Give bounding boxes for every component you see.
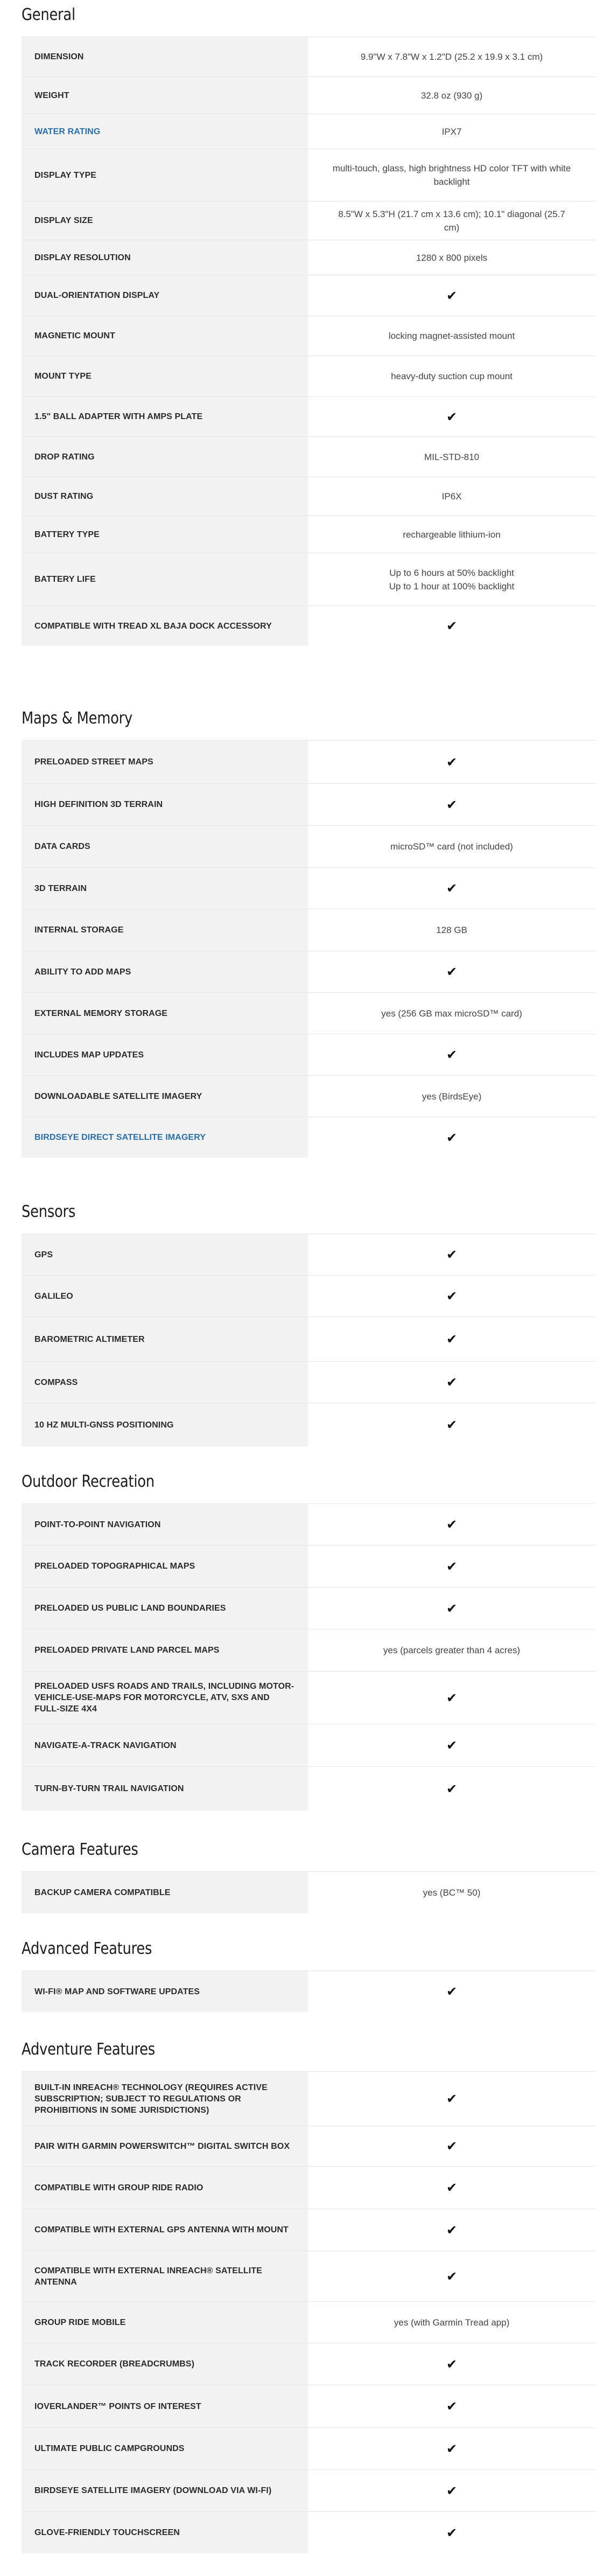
spec-value-cell bbox=[308, 2511, 595, 2553]
spec-row bbox=[22, 2166, 595, 2209]
spec-row bbox=[22, 275, 595, 316]
spec-value-cell bbox=[308, 2301, 595, 2343]
spec-label: ABILITY TO ADD MAPS bbox=[34, 967, 131, 977]
spec-value-cell bbox=[308, 740, 595, 783]
spec-value: locking magnet-assisted mount bbox=[388, 331, 515, 341]
spec-label: BAROMETRIC ALTIMETER bbox=[34, 1334, 145, 1344]
spec-label-cell bbox=[22, 2251, 308, 2301]
spec-label: DOWNLOADABLE SATELLITE IMAGERY bbox=[34, 1091, 202, 1101]
spec-row bbox=[22, 316, 595, 356]
spec-value-cell bbox=[308, 114, 595, 149]
spec-value-cell bbox=[308, 605, 595, 646]
spec-label-cell bbox=[22, 316, 308, 356]
spec-value: rechargeable lithium-ion bbox=[403, 529, 501, 540]
spec-label-cell bbox=[22, 2301, 308, 2343]
spec-row bbox=[22, 951, 595, 992]
spec-value: 1280 x 800 pixels bbox=[416, 252, 488, 263]
spec-value-cell bbox=[308, 825, 595, 867]
spec-value-cell bbox=[308, 516, 595, 553]
spec-label-cell bbox=[22, 2343, 308, 2385]
spec-value: IP6X bbox=[441, 491, 462, 502]
spec-label: EXTERNAL MEMORY STORAGE bbox=[34, 1008, 168, 1018]
spec-value-cell bbox=[308, 149, 595, 201]
spec-row bbox=[22, 783, 595, 825]
spec-row bbox=[22, 1671, 595, 1724]
spec-label: INTERNAL STORAGE bbox=[34, 925, 124, 935]
spec-value-cell bbox=[308, 909, 595, 951]
spec-label-cell bbox=[22, 1503, 308, 1545]
checkmark-icon: ✔ bbox=[446, 2222, 458, 2238]
spec-label: COMPATIBLE WITH TREAD XL BAJA DOCK ACCESSORY bbox=[34, 621, 272, 631]
checkmark-icon: ✔ bbox=[446, 1781, 458, 1797]
spec-label: COMPATIBLE WITH EXTERNAL GPS ANTENNA WITH MOUNT bbox=[34, 2225, 289, 2234]
spec-label: BATTERY TYPE bbox=[34, 530, 100, 539]
checkmark-icon: ✔ bbox=[446, 754, 458, 770]
spec-label-cell bbox=[22, 783, 308, 825]
spec-row bbox=[22, 240, 595, 275]
section-title: Sensors bbox=[22, 1202, 76, 1221]
spec-row bbox=[22, 201, 595, 240]
spec-row bbox=[22, 516, 595, 553]
checkmark-icon: ✔ bbox=[446, 2268, 458, 2284]
spec-label-link[interactable]: BIRDSEYE DIRECT SATELLITE IMAGERY bbox=[34, 1133, 206, 1142]
checkmark-icon: ✔ bbox=[446, 1738, 458, 1753]
spec-value-cell bbox=[308, 553, 595, 605]
spec-label: TRACK RECORDER (BREADCRUMBS) bbox=[34, 2359, 195, 2369]
spec-value: multi-touch, glass, high brightness HD color TFT with white backlight bbox=[332, 163, 571, 187]
spec-row bbox=[22, 1503, 595, 1545]
spec-label: BIRDSEYE SATELLITE IMAGERY (DOWNLOAD VIA WI-FI) bbox=[34, 2486, 272, 2495]
section-title: Camera Features bbox=[22, 1840, 138, 1859]
checkmark-icon: ✔ bbox=[446, 2139, 458, 2154]
spec-label-cell bbox=[22, 2071, 308, 2126]
spec-label-cell bbox=[22, 2166, 308, 2209]
spec-value: yes (parcels greater than 4 acres) bbox=[383, 1645, 521, 1655]
spec-label-cell bbox=[22, 1587, 308, 1629]
checkmark-icon: ✔ bbox=[446, 2483, 458, 2498]
spec-label-cell bbox=[22, 1403, 308, 1446]
spec-value: microSD™ card (not included) bbox=[390, 841, 513, 852]
spec-label: PAIR WITH GARMIN POWERSWITCH™ DIGITAL SWITCH BOX bbox=[34, 2141, 290, 2151]
spec-label-cell bbox=[22, 2209, 308, 2251]
spec-label-cell bbox=[22, 825, 308, 867]
spec-row bbox=[22, 1545, 595, 1587]
spec-value: MIL-STD-810 bbox=[424, 451, 480, 462]
spec-value-cell bbox=[308, 2251, 595, 2301]
spec-label: COMPATIBLE WITH EXTERNAL INREACH® SATELLITE ANTENNA bbox=[34, 2266, 262, 2287]
spec-label: PRELOADED STREET MAPS bbox=[34, 757, 153, 767]
spec-row bbox=[22, 1361, 595, 1403]
spec-value-cell bbox=[308, 992, 595, 1034]
spec-row bbox=[22, 992, 595, 1034]
spec-row bbox=[22, 2301, 595, 2343]
spec-value: IPX7 bbox=[441, 126, 462, 137]
spec-label-cell bbox=[22, 1671, 308, 1724]
spec-value-cell bbox=[308, 1034, 595, 1075]
spec-label: DISPLAY SIZE bbox=[34, 216, 93, 225]
spec-label: GLOVE-FRIENDLY TOUCHSCREEN bbox=[34, 2528, 180, 2537]
checkmark-icon: ✔ bbox=[446, 964, 458, 979]
spec-value-cell bbox=[308, 201, 595, 240]
spec-value: yes (256 GB max microSD™ card) bbox=[381, 1008, 522, 1019]
spec-label-cell bbox=[22, 740, 308, 783]
spec-label-cell bbox=[22, 1117, 308, 1158]
spec-label-cell bbox=[22, 909, 308, 951]
spec-label-cell bbox=[22, 2469, 308, 2511]
spec-label: PRELOADED TOPOGRAPHICAL MAPS bbox=[34, 1562, 195, 1571]
spec-label-cell bbox=[22, 356, 308, 396]
spec-value-cell bbox=[308, 2126, 595, 2166]
checkmark-icon: ✔ bbox=[446, 1130, 458, 1145]
spec-row bbox=[22, 396, 595, 436]
spec-value-cell bbox=[308, 316, 595, 356]
section-title: Outdoor Recreation bbox=[22, 1472, 155, 1491]
spec-row bbox=[22, 2469, 595, 2511]
spec-label: GALILEO bbox=[34, 1291, 73, 1301]
spec-value: Up to 6 hours at 50% backlight Up to 1 hour at 100% backlight bbox=[389, 567, 515, 591]
spec-label-cell bbox=[22, 1034, 308, 1075]
spec-label-link[interactable]: WATER RATING bbox=[34, 127, 101, 136]
spec-label: POINT-TO-POINT NAVIGATION bbox=[34, 1520, 161, 1529]
spec-value-cell bbox=[308, 76, 595, 114]
spec-label-cell bbox=[22, 1971, 308, 2012]
spec-label-cell bbox=[22, 516, 308, 553]
spec-row bbox=[22, 1275, 595, 1317]
spec-label-cell bbox=[22, 240, 308, 275]
spec-value-cell bbox=[308, 867, 595, 909]
checkmark-icon: ✔ bbox=[446, 1558, 458, 1574]
spec-value-cell bbox=[308, 1629, 595, 1671]
spec-value-cell bbox=[308, 1724, 595, 1766]
spec-label: BUILT-IN INREACH® TECHNOLOGY (REQUIRES ACTIVE SUBSCRIPTION; SUBJECT TO REGULATIONS OR PROHIBITIONS IN SOME JURISDICTIONS) bbox=[34, 2083, 268, 2115]
spec-row bbox=[22, 1871, 595, 1913]
spec-row bbox=[22, 1234, 595, 1275]
checkmark-icon: ✔ bbox=[446, 797, 458, 812]
checkmark-icon: ✔ bbox=[446, 1332, 458, 1347]
spec-label-cell bbox=[22, 37, 308, 76]
spec-label: HIGH DEFINITION 3D TERRAIN bbox=[34, 800, 163, 809]
spec-label: PRELOADED US PUBLIC LAND BOUNDARIES bbox=[34, 1604, 226, 1613]
checkmark-icon: ✔ bbox=[446, 1289, 458, 1304]
spec-row bbox=[22, 114, 595, 149]
spec-value: 128 GB bbox=[436, 925, 467, 935]
spec-label: 1.5" BALL ADAPTER WITH AMPS PLATE bbox=[34, 412, 203, 421]
checkmark-icon: ✔ bbox=[446, 2180, 458, 2195]
spec-row bbox=[22, 1971, 595, 2012]
spec-value-cell bbox=[308, 1403, 595, 1446]
spec-label: BATTERY LIFE bbox=[34, 575, 96, 584]
spec-value-cell bbox=[308, 1503, 595, 1545]
section-title: Adventure Features bbox=[22, 2040, 155, 2059]
spec-label: DISPLAY TYPE bbox=[34, 170, 97, 180]
spec-label: NAVIGATE-A-TRACK NAVIGATION bbox=[34, 1740, 177, 1750]
spec-row bbox=[22, 2071, 595, 2126]
section-title: General bbox=[22, 5, 75, 24]
spec-label: MAGNETIC MOUNT bbox=[34, 331, 115, 340]
spec-label-cell bbox=[22, 2126, 308, 2166]
spec-label: WEIGHT bbox=[34, 90, 69, 100]
spec-row bbox=[22, 2427, 595, 2469]
spec-row bbox=[22, 1629, 595, 1671]
spec-row bbox=[22, 1587, 595, 1629]
spec-label: PRELOADED USFS ROADS AND TRAILS, INCLUDING MOTOR-VEHICLE-USE-MAPS FOR MOTORCYCLE, ATV, SXS AND FULL-SIZE 4X4 bbox=[34, 1682, 295, 1714]
spec-row bbox=[22, 605, 595, 646]
spec-label: INCLUDES MAP UPDATES bbox=[34, 1050, 144, 1060]
spec-value-cell bbox=[308, 37, 595, 76]
spec-label-cell bbox=[22, 114, 308, 149]
spec-row bbox=[22, 825, 595, 867]
checkmark-icon: ✔ bbox=[446, 2441, 458, 2456]
spec-value-cell bbox=[308, 1275, 595, 1317]
spec-label-cell bbox=[22, 1871, 308, 1913]
spec-row bbox=[22, 2251, 595, 2301]
spec-value: yes (with Garmin Tread app) bbox=[394, 2317, 510, 2328]
spec-value-cell bbox=[308, 951, 595, 992]
spec-row bbox=[22, 1034, 595, 1075]
spec-value-cell bbox=[308, 2343, 595, 2385]
spec-value: heavy-duty suction cup mount bbox=[391, 371, 513, 381]
spec-label: GROUP RIDE MOBILE bbox=[34, 2317, 126, 2327]
spec-label-cell bbox=[22, 951, 308, 992]
spec-row bbox=[22, 2343, 595, 2385]
spec-row bbox=[22, 37, 595, 76]
checkmark-icon: ✔ bbox=[446, 2525, 458, 2540]
spec-row bbox=[22, 1766, 595, 1811]
spec-label: ULTIMATE PUBLIC CAMPGROUNDS bbox=[34, 2444, 185, 2453]
spec-label-cell bbox=[22, 76, 308, 114]
checkmark-icon: ✔ bbox=[446, 1517, 458, 1532]
spec-label-cell bbox=[22, 1545, 308, 1587]
spec-value-cell bbox=[308, 2427, 595, 2469]
spec-value-cell bbox=[308, 1971, 595, 2012]
spec-label: DATA CARDS bbox=[34, 842, 90, 851]
spec-value-cell bbox=[308, 2071, 595, 2126]
spec-row bbox=[22, 1403, 595, 1446]
spec-value-cell bbox=[308, 2385, 595, 2427]
spec-label-cell bbox=[22, 1275, 308, 1317]
spec-value: 8.5"W x 5.3"H (21.7 cm x 13.6 cm); 10.1" diagonal (25.7 cm) bbox=[338, 208, 565, 233]
spec-label-cell bbox=[22, 201, 308, 240]
spec-value-cell bbox=[308, 436, 595, 477]
spec-label-cell bbox=[22, 553, 308, 605]
checkmark-icon: ✔ bbox=[446, 1690, 458, 1705]
spec-value-cell bbox=[308, 1587, 595, 1629]
spec-label-cell bbox=[22, 477, 308, 516]
spec-label-cell bbox=[22, 1075, 308, 1117]
spec-label-cell bbox=[22, 436, 308, 477]
spec-value-cell bbox=[308, 2209, 595, 2251]
spec-row bbox=[22, 909, 595, 951]
spec-label-cell bbox=[22, 2511, 308, 2553]
spec-row bbox=[22, 1117, 595, 1158]
spec-value-cell bbox=[308, 1671, 595, 1724]
spec-label: DROP RATING bbox=[34, 452, 95, 462]
spec-value: 32.8 oz (930 g) bbox=[420, 90, 483, 101]
checkmark-icon: ✔ bbox=[446, 2356, 458, 2372]
spec-value-cell bbox=[308, 1766, 595, 1811]
spec-label: BACKUP CAMERA COMPATIBLE bbox=[34, 1888, 171, 1897]
spec-label-cell bbox=[22, 992, 308, 1034]
spec-value-cell bbox=[308, 356, 595, 396]
spec-row bbox=[22, 867, 595, 909]
spec-row bbox=[22, 436, 595, 477]
checkmark-icon: ✔ bbox=[446, 1600, 458, 1616]
checkmark-icon: ✔ bbox=[446, 1247, 458, 1262]
spec-label-cell bbox=[22, 396, 308, 436]
spec-label-cell bbox=[22, 1766, 308, 1811]
spec-row bbox=[22, 553, 595, 605]
spec-label: DUAL-ORIENTATION DISPLAY bbox=[34, 291, 160, 300]
spec-value-cell bbox=[308, 1545, 595, 1587]
spec-row bbox=[22, 2126, 595, 2166]
spec-value-cell bbox=[308, 2469, 595, 2511]
spec-row bbox=[22, 2385, 595, 2427]
checkmark-icon: ✔ bbox=[446, 881, 458, 896]
spec-label: IOVERLANDER™ POINTS OF INTEREST bbox=[34, 2401, 201, 2411]
spec-label: PRELOADED PRIVATE LAND PARCEL MAPS bbox=[34, 1646, 220, 1655]
spec-label: MOUNT TYPE bbox=[34, 372, 92, 381]
spec-row bbox=[22, 2209, 595, 2251]
spec-label: TURN-BY-TURN TRAIL NAVIGATION bbox=[34, 1784, 184, 1793]
spec-row bbox=[22, 740, 595, 783]
section-title: Maps & Memory bbox=[22, 709, 132, 728]
checkmark-icon: ✔ bbox=[446, 1417, 458, 1432]
checkmark-icon: ✔ bbox=[446, 1047, 458, 1062]
spec-label-cell bbox=[22, 1361, 308, 1403]
spec-label-cell bbox=[22, 149, 308, 201]
spec-value-cell bbox=[308, 1361, 595, 1403]
spec-value-cell bbox=[308, 783, 595, 825]
spec-label: WI-FI® MAP AND SOFTWARE UPDATES bbox=[34, 1987, 200, 1996]
checkmark-icon: ✔ bbox=[446, 2399, 458, 2414]
spec-label: DUST RATING bbox=[34, 492, 94, 501]
spec-label-cell bbox=[22, 605, 308, 646]
spec-label-cell bbox=[22, 275, 308, 316]
spec-label: DISPLAY RESOLUTION bbox=[34, 253, 131, 262]
checkmark-icon: ✔ bbox=[446, 288, 458, 303]
spec-label-cell bbox=[22, 1629, 308, 1671]
spec-row bbox=[22, 477, 595, 516]
spec-row bbox=[22, 356, 595, 396]
spec-label-cell bbox=[22, 1724, 308, 1766]
spec-label-cell bbox=[22, 1234, 308, 1275]
spec-value-cell bbox=[308, 275, 595, 316]
spec-value-cell bbox=[308, 1317, 595, 1361]
spec-label: COMPATIBLE WITH GROUP RIDE RADIO bbox=[34, 2183, 204, 2192]
spec-value-cell bbox=[308, 477, 595, 516]
spec-label: 10 HZ MULTI-GNSS POSITIONING bbox=[34, 1420, 174, 1430]
spec-label: DIMENSION bbox=[34, 52, 84, 61]
spec-value-cell bbox=[308, 396, 595, 436]
checkmark-icon: ✔ bbox=[446, 409, 458, 424]
spec-label: 3D TERRAIN bbox=[34, 883, 87, 893]
spec-value: yes (BC™ 50) bbox=[423, 1888, 481, 1898]
spec-value-cell bbox=[308, 1117, 595, 1158]
spec-label-cell bbox=[22, 867, 308, 909]
section-title: Advanced Features bbox=[22, 1939, 152, 1958]
spec-value: yes (BirdsEye) bbox=[422, 1091, 482, 1102]
spec-row bbox=[22, 2511, 595, 2553]
spec-value: 9.9"W x 7.8"W x 1.2"D (25.2 x 19.9 x 3.1 cm) bbox=[360, 52, 543, 62]
spec-row bbox=[22, 76, 595, 114]
checkmark-icon: ✔ bbox=[446, 2091, 458, 2106]
spec-label: COMPASS bbox=[34, 1377, 78, 1387]
spec-value-cell bbox=[308, 2166, 595, 2209]
spec-value-cell bbox=[308, 1234, 595, 1275]
spec-row bbox=[22, 149, 595, 201]
spec-row bbox=[22, 1075, 595, 1117]
spec-row bbox=[22, 1724, 595, 1766]
spec-value-cell bbox=[308, 240, 595, 275]
spec-value-cell bbox=[308, 1075, 595, 1117]
spec-value-cell bbox=[308, 1871, 595, 1913]
spec-row bbox=[22, 1317, 595, 1361]
checkmark-icon: ✔ bbox=[446, 618, 458, 633]
spec-label-cell bbox=[22, 1317, 308, 1361]
checkmark-icon: ✔ bbox=[446, 1375, 458, 1390]
checkmark-icon: ✔ bbox=[446, 1984, 458, 1999]
spec-label-cell bbox=[22, 2385, 308, 2427]
spec-label: GPS bbox=[34, 1250, 53, 1259]
spec-label-cell bbox=[22, 2427, 308, 2469]
